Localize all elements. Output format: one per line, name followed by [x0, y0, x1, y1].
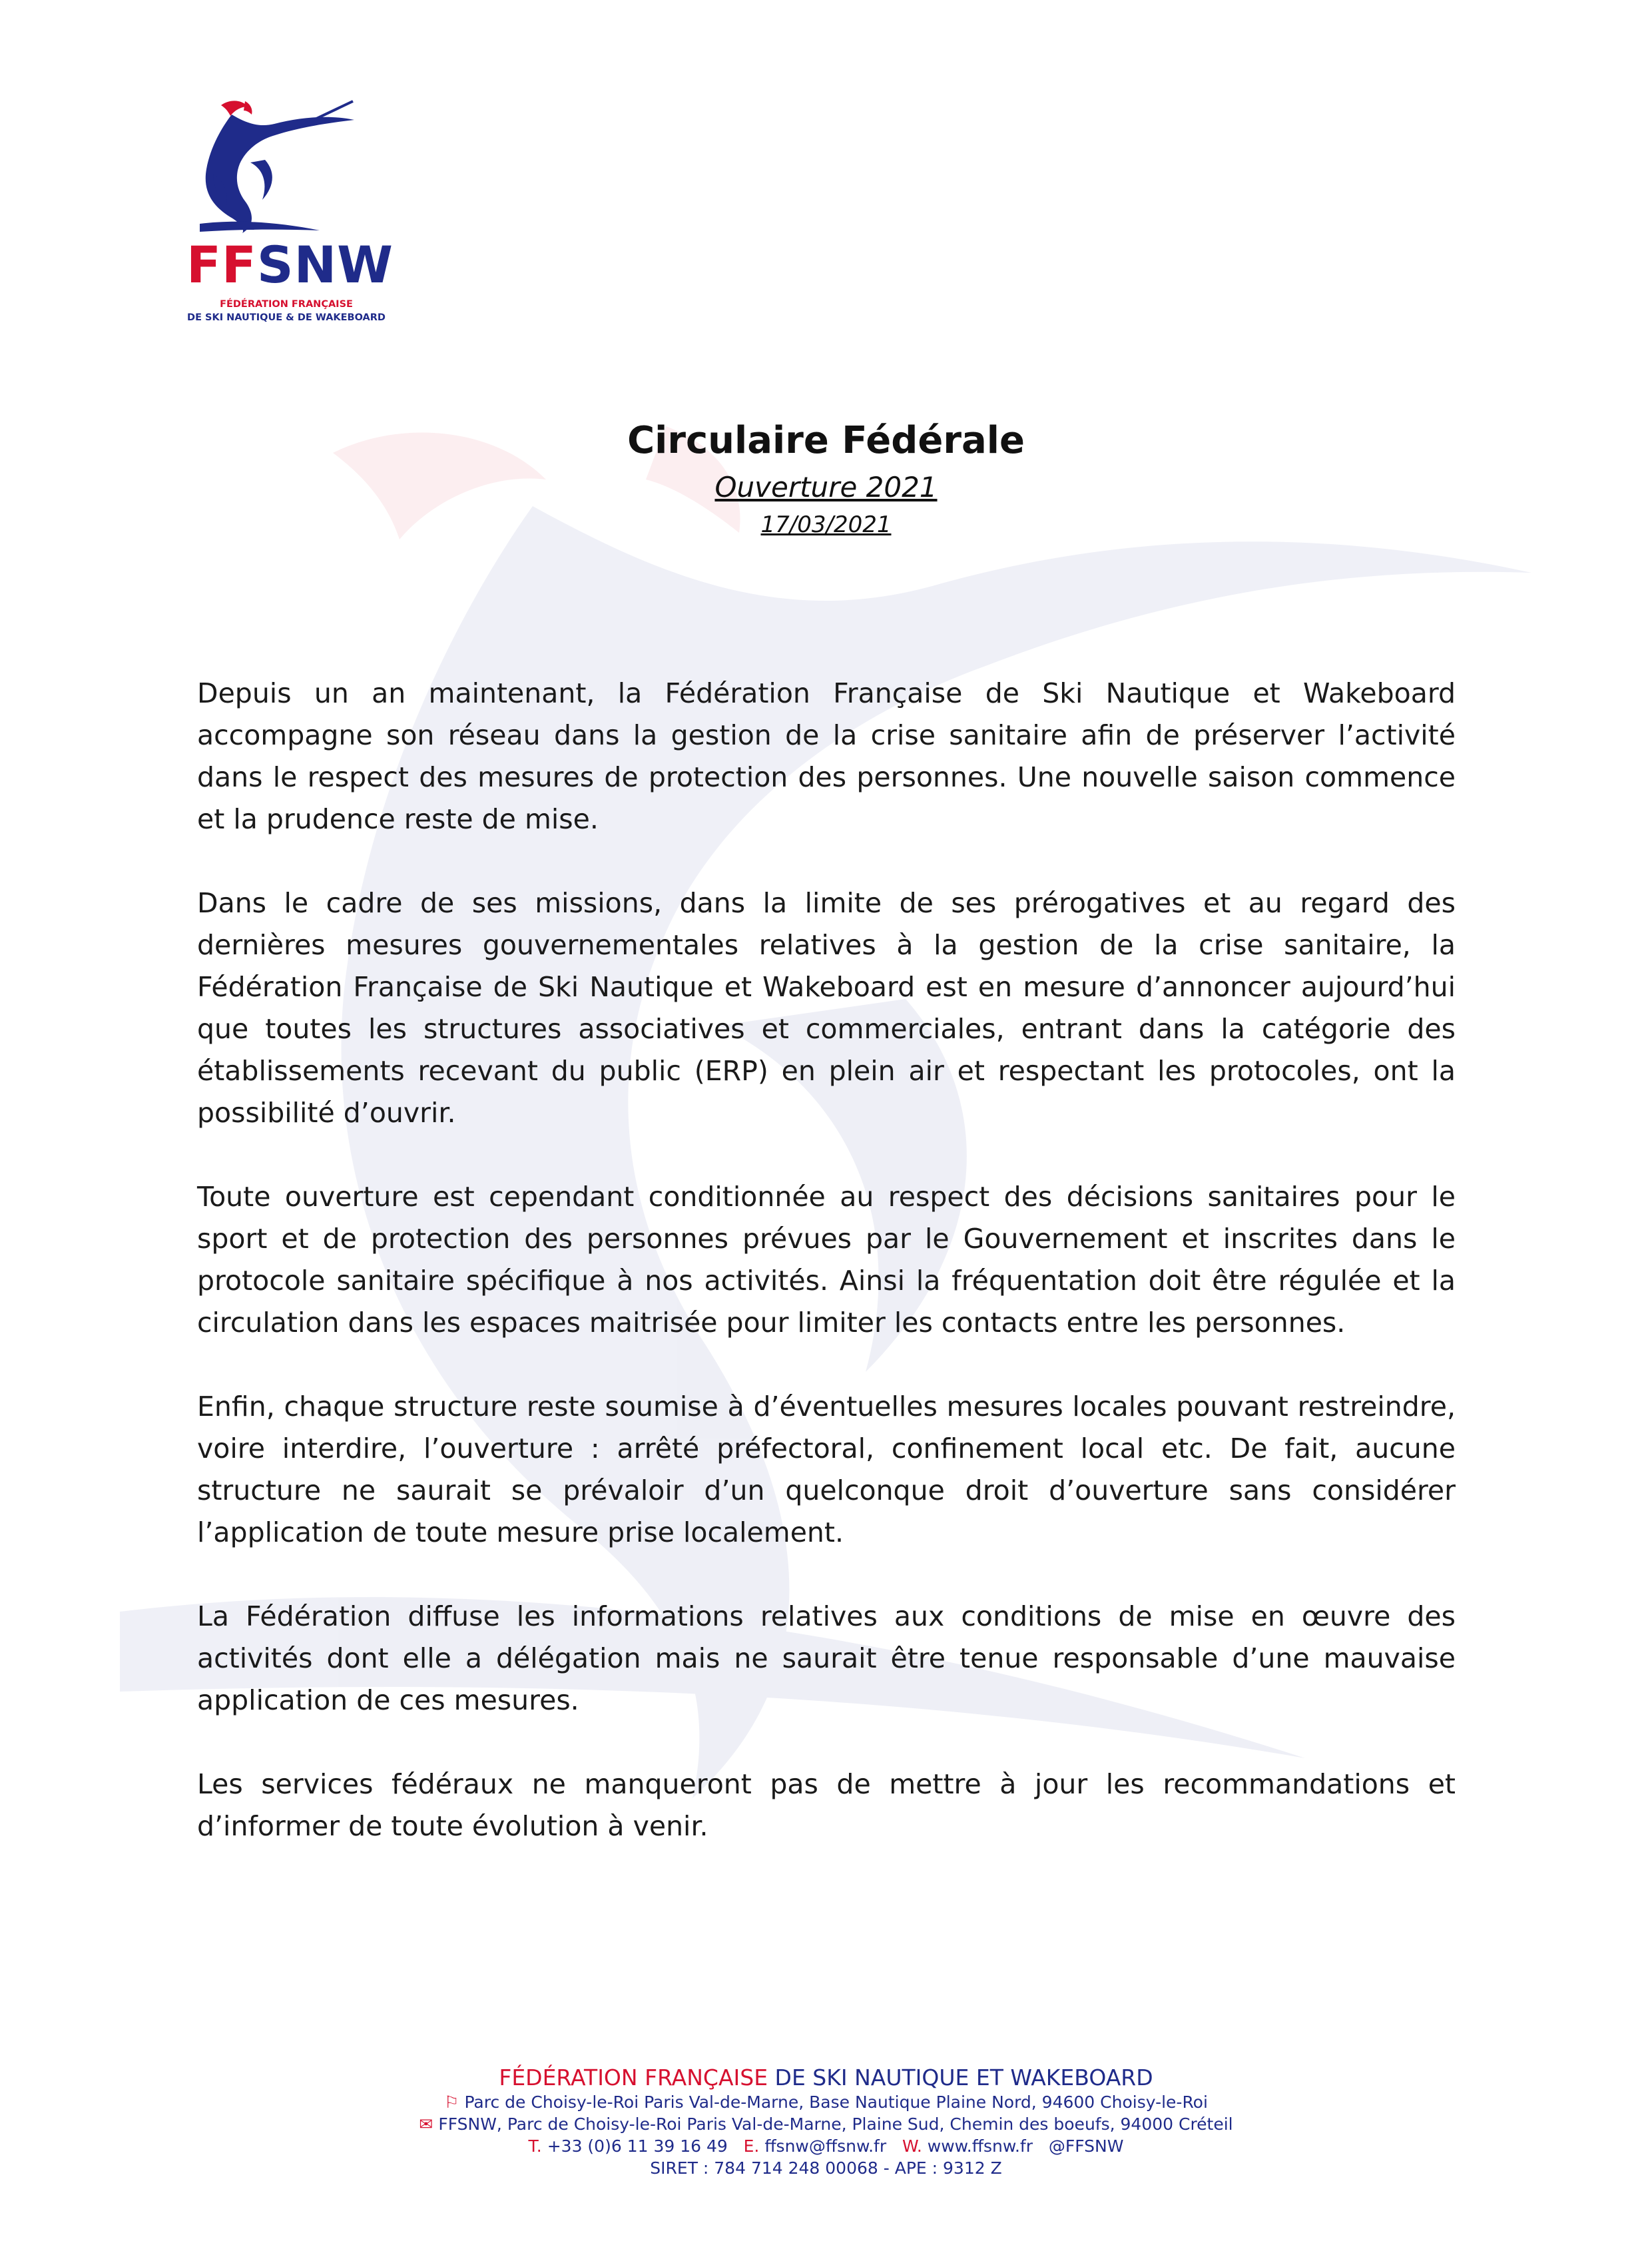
email-label: E. — [743, 2136, 760, 2156]
footer-address-1 — [0, 2091, 1652, 2113]
body-paragraph: La Fédération diffuse les informations relatives aux conditions de mise en œuvre des activités dont elle a délégation mais ne saurait être tenue responsable d’une mauvaise application de ces mesures. — [197, 1600, 1456, 1716]
footer-org-red: FÉDÉRATION FRANÇAISE — [499, 2065, 768, 2090]
logo-wordmark — [186, 235, 413, 294]
envelope-icon: ✉ — [419, 2114, 433, 2134]
email-link[interactable]: ffsnw@ffsnw.fr — [764, 2136, 887, 2156]
footer-organization — [0, 2065, 1652, 2091]
body-paragraph: Dans le cadre de ses missions, dans la limite de ses prérogatives et au regard des dernières mesures gouvernementales relatives à la gestion de la crise sanitaire, la Fédération Française de Ski Nautique et Wakeboard est en mesure d’annoncer aujourd’hui que toutes les structures associatives et commerciales, entrant dans la catégorie des établissements recevant du public (ERP) en plein air et respectant les protocoles, ont la possibilité d’ouvrir. — [197, 887, 1456, 1129]
web-link[interactable]: www.ffsnw.fr — [927, 2136, 1033, 2156]
location-icon: ⚐ — [444, 2092, 459, 2112]
logo-wordmark-snw: SNW — [256, 235, 394, 294]
footer-address-2 — [0, 2113, 1652, 2135]
body-paragraph: Enfin, chaque structure reste soumise à d’éventuelles mesures locales pouvant restreindre, voire interdire, l’ouverture : arrêté préfectoral, confinement local etc. De fait, aucune structure ne saurait se prévaloir d’un quelconque droit d’ouverture sans considérer l’application de toute mesure prise localement. — [197, 1391, 1456, 1548]
logo-wordmark-ff: FF — [186, 235, 257, 294]
web-label: W. — [902, 2136, 922, 2156]
skier-emblem-icon — [186, 100, 360, 233]
footer-address-2-text: FFSNW, Parc de Choisy-le-Roi Paris Val-de-Marne, Plaine Sud, Chemin des boeufs, 94000 Créteil — [438, 2114, 1233, 2134]
document-date: 17/03/2021 — [760, 511, 892, 538]
document-title: Circulaire Fédérale — [627, 419, 1025, 462]
body-paragraph: Depuis un an maintenant, la Fédération Française de Ski Nautique et Wakeboard accompagne son réseau dans la gestion de la crise sanitaire afin de préserver l’activité dans le respect des mesures de protection des personnes. Une nouvelle saison commence et la prudence reste de mise. — [197, 677, 1456, 835]
footer-contacts — [0, 2135, 1652, 2157]
logo-subtitle-line2: DE SKI NAUTIQUE & DE WAKEBOARD — [187, 312, 386, 323]
title-block — [0, 418, 1652, 538]
footer — [0, 2065, 1652, 2179]
phone-number[interactable]: +33 (0)6 11 39 16 49 — [547, 2136, 728, 2156]
body-paragraph: Toute ouverture est cependant conditionnée au respect des décisions sanitaires pour le sport et de protection des personnes prévues par le Gouvernement et inscrites dans le protocole sanitaire spécifique à nos activités. Ainsi la fréquentation doit être régulée et la circulation dans les espaces maitrisée pour limiter les contacts entre les personnes. — [197, 1181, 1456, 1339]
logo-subtitle-line1: FÉDÉRATION FRANÇAISE — [220, 299, 353, 310]
phone-label: T. — [528, 2136, 542, 2156]
ffsnw-logo — [186, 100, 413, 324]
document-subtitle: Ouverture 2021 — [714, 471, 938, 504]
document-body — [197, 673, 1456, 1889]
footer-address-1-text: Parc de Choisy-le-Roi Paris Val-de-Marne, Base Nautique Plaine Nord, 94600 Choisy-le-Roi — [464, 2092, 1208, 2112]
body-paragraph: Les services fédéraux ne manqueront pas de mettre à jour les recommandations et d’informer de toute évolution à venir. — [197, 1768, 1456, 1842]
logo-subtitle — [186, 298, 386, 324]
social-handle[interactable]: @FFSNW — [1048, 2136, 1124, 2156]
footer-siret: SIRET : 784 714 248 00068 - APE : 9312 Z — [650, 2158, 1002, 2178]
footer-org-blue: DE SKI NAUTIQUE ET WAKEBOARD — [768, 2065, 1153, 2090]
